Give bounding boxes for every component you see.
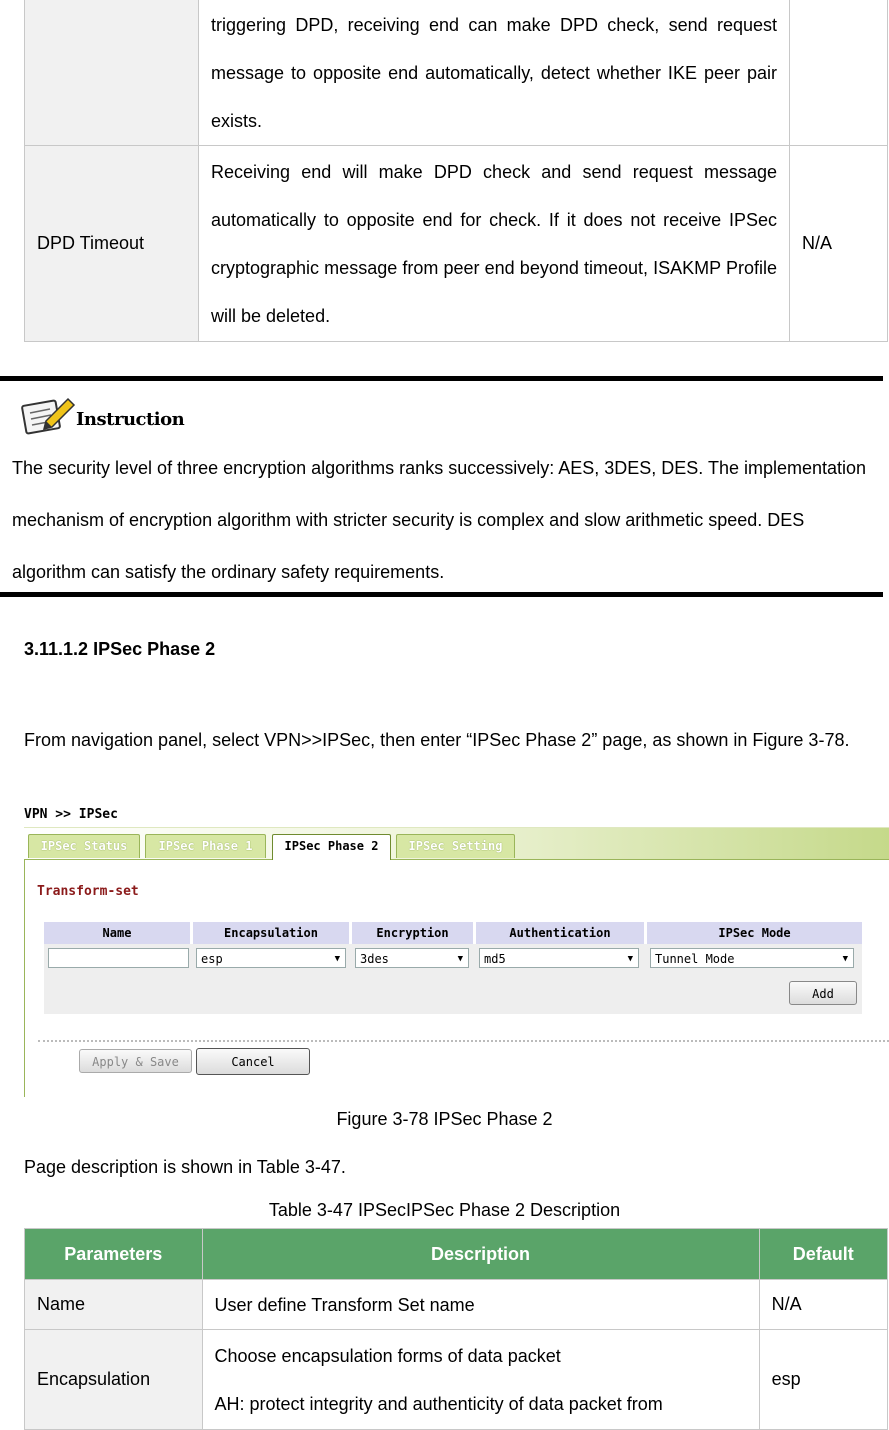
default-cell: N/A <box>759 1280 887 1330</box>
apply-save-button[interactable]: Apply & Save <box>79 1049 192 1073</box>
dropdown-arrow-icon: ▼ <box>457 954 463 964</box>
column-header-encryption: Encryption <box>352 922 473 944</box>
dropdown-arrow-icon: ▼ <box>334 954 340 964</box>
default-cell: N/A <box>790 146 888 342</box>
ipsec-mode-select[interactable] <box>650 948 854 968</box>
param-cell <box>25 0 199 146</box>
ipsec-phase2-screenshot <box>24 807 889 1097</box>
tab-ipsec-phase1[interactable]: IPSec Phase 1 <box>145 834 266 858</box>
table-row <box>25 1280 888 1330</box>
table-row <box>25 1330 888 1430</box>
ipsec-phase2-description-table <box>24 1228 888 1430</box>
description-table-continued <box>24 0 888 342</box>
header-parameters: Parameters <box>25 1229 203 1280</box>
tab-ipsec-status[interactable]: IPSec Status <box>28 834 140 858</box>
default-cell <box>790 0 888 146</box>
param-cell: Name <box>25 1280 203 1330</box>
add-button[interactable]: Add <box>789 981 857 1005</box>
dropdown-arrow-icon: ▼ <box>627 954 633 964</box>
table-row <box>25 146 888 342</box>
desc-cell <box>202 1330 759 1430</box>
table-header-row <box>25 1229 888 1280</box>
ipsec-mode-value: Tunnel Mode <box>655 952 735 966</box>
instruction-text: The security level of three encryption algorithms ranks successively: AES, 3DES, DES. The implementation mechanism of encryption algorithm with stricter security is complex and slow arithmetic speed. DES algorithm can satisfy the ordinary safety requirements. <box>12 458 867 582</box>
param-cell: Encapsulation <box>25 1330 203 1430</box>
cancel-button[interactable]: Cancel <box>196 1048 310 1075</box>
intro-paragraph: From navigation panel, select VPN>>IPSec, then enter “IPSec Phase 2” page, as shown in Figure 3-78. <box>24 730 850 750</box>
column-header-authentication: Authentication <box>476 922 644 944</box>
desc-line: Choose encapsulation forms of data packet <box>214 1345 561 1366</box>
divider <box>38 1040 889 1042</box>
breadcrumb: VPN >> IPSec <box>24 807 118 822</box>
column-header-encapsulation: Encapsulation <box>193 922 349 944</box>
instruction-bottom-rule <box>0 592 883 597</box>
instruction-top-rule <box>0 376 883 381</box>
action-row <box>44 974 862 1014</box>
authentication-select[interactable] <box>479 948 639 968</box>
name-input[interactable] <box>48 948 189 968</box>
header-default: Default <box>759 1229 887 1280</box>
figure-caption: Figure 3-78 IPSec Phase 2 <box>336 1109 553 1129</box>
instruction-label: Instruction <box>76 409 185 430</box>
authentication-value: md5 <box>484 952 506 966</box>
column-header-ipsec-mode: IPSec Mode <box>647 922 862 944</box>
table-caption: Table 3-47 IPSecIPSec Phase 2 Description <box>268 1200 621 1220</box>
desc-cell: User define Transform Set name <box>202 1280 759 1330</box>
desc-cell: triggering DPD, receiving end can make DPD check, send request message to opposite end automatically, detect whether IKE peer pair exists. <box>199 0 790 146</box>
desc-cell: Receiving end will make DPD check and send request message automatically to opposite end for check. If it does not receive IPSec cryptographic message from peer end beyond timeout, ISAKMP Profile will be deleted. <box>199 146 790 342</box>
header-description: Description <box>202 1229 759 1280</box>
encryption-value: 3des <box>360 952 389 966</box>
encryption-select[interactable] <box>355 948 469 968</box>
tab-ipsec-setting[interactable]: IPSec Setting <box>396 834 515 858</box>
table-row <box>25 0 888 146</box>
default-cell: esp <box>759 1330 887 1430</box>
transform-set-title: Transform-set <box>37 884 139 899</box>
dropdown-arrow-icon: ▼ <box>842 954 848 964</box>
page-description: Page description is shown in Table 3-47. <box>24 1157 346 1177</box>
tab-ipsec-phase2[interactable]: IPSec Phase 2 <box>272 834 391 860</box>
notepad-pencil-icon <box>20 393 76 435</box>
encapsulation-value: esp <box>201 952 223 966</box>
encapsulation-select[interactable] <box>196 948 346 968</box>
desc-line: AH: protect integrity and authenticity of data packet from <box>214 1393 663 1414</box>
column-header-name: Name <box>44 922 190 944</box>
param-cell: DPD Timeout <box>25 146 199 342</box>
section-heading: 3.11.1.2 IPSec Phase 2 <box>24 639 216 659</box>
